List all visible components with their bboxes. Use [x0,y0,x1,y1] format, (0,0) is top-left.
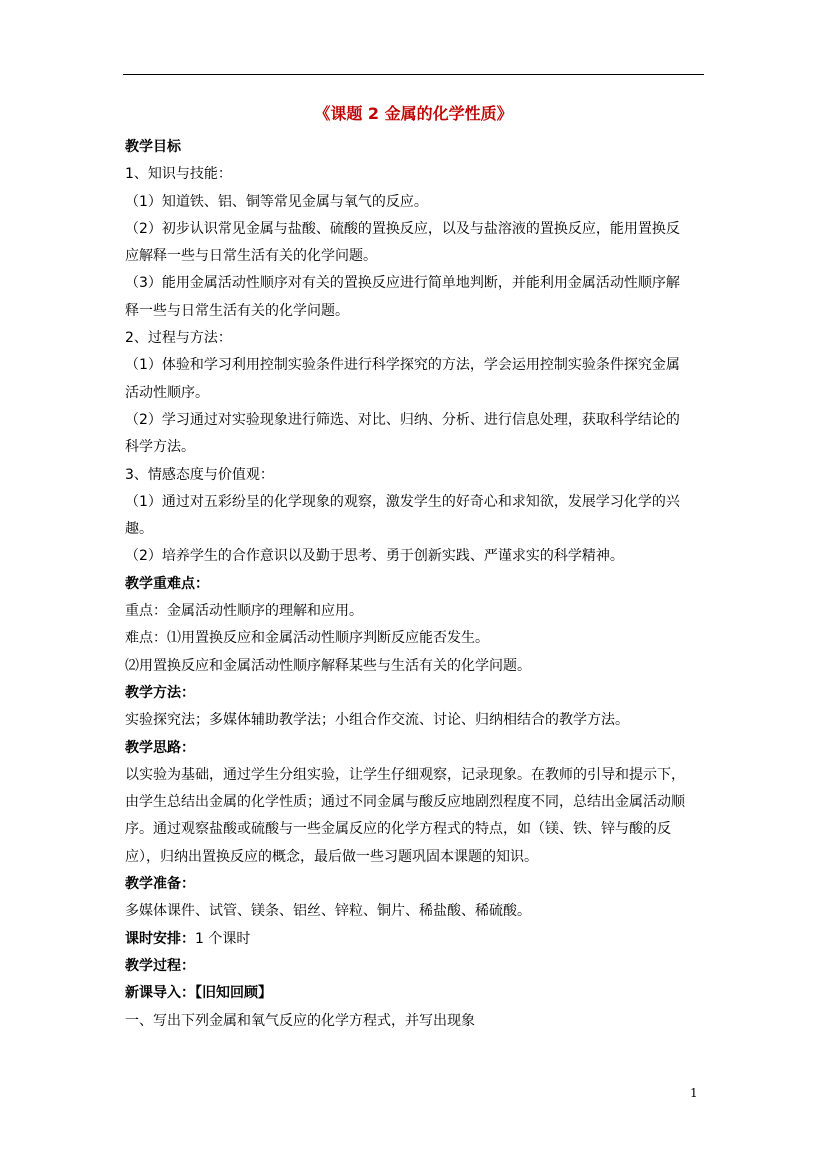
body-line: 由学生总结出金属的化学性质；通过不同金属与酸反应地剧烈程度不同，总结出金属活动顺 [125,794,685,811]
body-line: 应解释一些与日常生活有关的化学问题。 [125,248,377,265]
body-line [125,926,705,953]
body-line: 2、过程与方法： [125,330,232,347]
body-line: （1）通过对五彩纷呈的化学现象的观察，激发学生的好奇心和求知欲，发展学习化学的兴 [125,493,680,510]
body-line: 活动性顺序。 [125,384,209,401]
body-line: （2）初步认识常见金属与盐酸、硫酸的置换反应，以及与盐溶液的置换反应，能用置换反 [125,220,680,237]
body-line: 1、知识与技能： [125,166,232,183]
section-heading: 教学方法： [125,684,195,701]
section-heading: 教学准备： [125,876,195,893]
body-line: （3）能用金属活动性顺序对有关的置换反应进行简单地判断，并能利用金属活动性顺序解 [125,275,680,292]
body-line: 实验探究法；多媒体辅助教学法；小组合作交流、讨论、归纳相结合的教学方法。 [125,712,629,729]
body-line: 序。通过观察盐酸或硫酸与一些金属反应的化学方程式的特点，如（镁、铁、锌与酸的反 [125,821,671,838]
body-line: 一、写出下列金属和氧气反应的化学方程式，并写出现象 [125,1012,475,1029]
body-line: 应），归纳出置换反应的概念，最后做一些习题巩固本课题的知识。 [125,848,538,865]
body-line: 3、情感态度与价值观： [125,466,274,483]
body-line: 难点：⑴用置换反应和金属活动性顺序判断反应能否发生。 [125,630,489,647]
body-line: 科学方法。 [125,439,195,456]
section-heading: 教学思路： [125,739,195,756]
body-line: （1）知道铁、铝、铜等常见金属与氧气的反应。 [125,193,428,210]
inline-value: 1 个课时 [195,930,251,947]
section-heading: 教学重难点： [125,575,209,592]
header-rule [123,74,704,75]
section-heading: 教学过程： [125,957,195,974]
body-line: 重点：金属活动性顺序的理解和应用。 [125,603,363,620]
section-heading: 新课导入：【旧知回顾】 [125,985,272,1002]
body-line: ⑵用置换反应和金属活动性顺序解释某些与生活有关的化学问题。 [125,657,531,674]
body-line: 趣。 [125,521,153,538]
body-line: （1）体验和学习利用控制实验条件进行科学探究的方法，学会运用控制实验条件探究金属 [125,357,680,374]
section-heading: 教学目标 [125,139,181,155]
body-line: （2）培养学生的合作意识以及勤于思考、勇于创新实践、严谨求实的科学精神。 [125,548,624,565]
page-number: 1 [690,1086,698,1100]
body-line: （2）学习通过对实验现象进行筛选、对比、归纳、分析、进行信息处理，获取科学结论的 [125,411,680,428]
inline-label: 课时安排： [125,930,195,947]
body-line: 多媒体课件、试管、镁条、铝丝、锌粒、铜片、稀盐酸、稀硫酸。 [125,903,531,920]
body-line: 以实验为基础，通过学生分组实验，让学生仔细观察，记录现象。在教师的引导和提示下， [125,766,685,783]
document-body [125,134,705,1035]
document-title: 《课题 2 金属的化学性质》 [314,104,513,123]
body-line: 释一些与日常生活有关的化学问题。 [125,302,349,319]
